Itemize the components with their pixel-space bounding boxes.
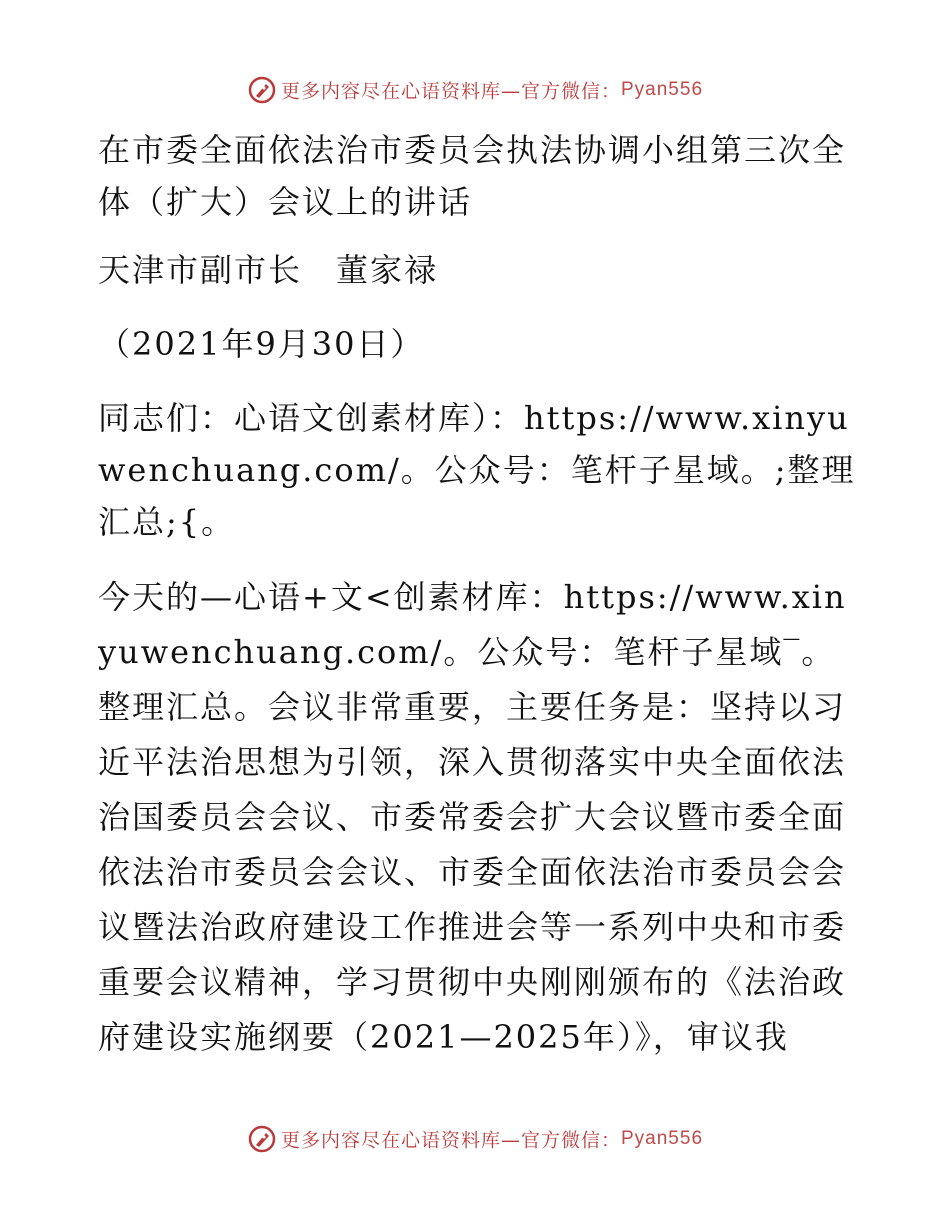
paragraph-body: 今天的—心语+文<创素材库：https://www.xinyuwenchuang.com/。公众号：笔杆子星域‾。整理汇总。会议非常重要，主要任务是：坚持以习近平法治思想为引领，深入贯彻落实中央全面依法治国委员会会议、市委常委会扩大会议暨市委全面依法治市委员会会议、市委全面依法治市委员会会议暨法治政府建设工作推进会等一系列中央和市委重要会议精神，学习贯彻中央刚刚颁布的《法治政府建设实施纲要（2021—2025年）》，审议我 <box>98 578 847 1056</box>
pen-nib-logo-icon <box>247 1124 277 1154</box>
watermark-contact: Pyan556 <box>621 1128 704 1149</box>
document-body <box>98 124 858 1087</box>
header-watermark <box>0 75 950 105</box>
document-author: 天津市副市长 董家禄 <box>98 251 439 289</box>
watermark-contact: Pyan556 <box>621 79 704 100</box>
footer-watermark <box>0 1124 950 1154</box>
paragraph-greeting: 同志们：心语文创素材库）：https://www.xinyuwenchuang.com/。公众号：笔杆子星域。;整理汇总;{。 <box>98 399 856 541</box>
pen-nib-logo-icon <box>247 75 277 105</box>
document-title: 在市委全面依法治市委员会执法协调小组第三次全体（扩大）会议上的讲话 <box>98 131 847 221</box>
watermark-text: 更多内容尽在心语资料库—官方微信： <box>280 80 621 103</box>
watermark-text: 更多内容尽在心语资料库—官方微信： <box>280 1129 621 1152</box>
document-date: （2021年9月30日） <box>98 325 425 363</box>
